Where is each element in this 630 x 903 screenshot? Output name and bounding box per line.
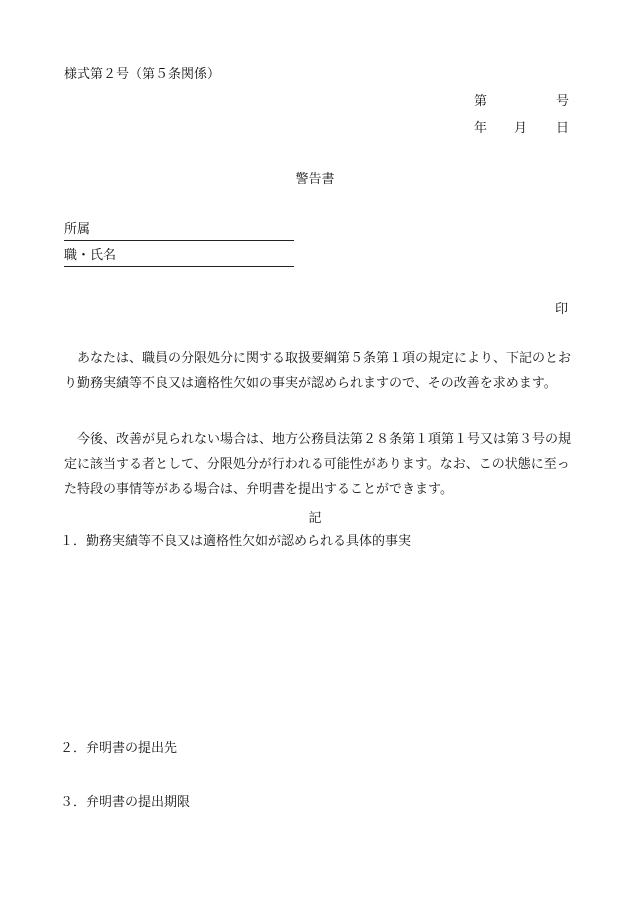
affiliation-label: 所属 [64,222,91,237]
document-date [474,121,569,139]
item-submission-deadline: ３．弁明書の提出期限 [60,795,191,810]
ki-heading: 記 [308,511,322,526]
body-paragraph-1: あなたは、職員の分限処分に関する取扱要綱第５条第１項の規定により、下記のとおり勤務実績等不良又は適格性欠如の事実が認められますので、その改善を求めます。 [64,351,572,391]
date-month: 月 [514,121,528,136]
position-name-label: 職・氏名 [64,248,117,263]
document-title: 警告書 [295,172,335,187]
date-day: 日 [555,121,569,136]
number-suffix: 号 [555,94,569,109]
document-number [474,94,569,112]
position-name-field [64,248,294,267]
body-paragraph-2: 今後、改善が見られない場合は、地方公務員法第２８条第１項第１号又は第３号の規定に該当する者として、分限処分が行われる可能性があります。なお、この状態に至った特段の事情等がある場合は、弁明書を提出することができます。 [64,432,572,497]
number-prefix: 第 [474,94,488,109]
date-year: 年 [474,121,488,136]
seal-mark: 印 [554,302,568,317]
item-submission-destination: ２．弁明書の提出先 [60,741,178,756]
affiliation-field [64,222,294,241]
form-label: 様式第２号（第５条関係） [64,67,221,82]
item-specific-facts: １．勤務実績等不良又は適格性欠如が認められる具体的事実 [60,534,412,549]
